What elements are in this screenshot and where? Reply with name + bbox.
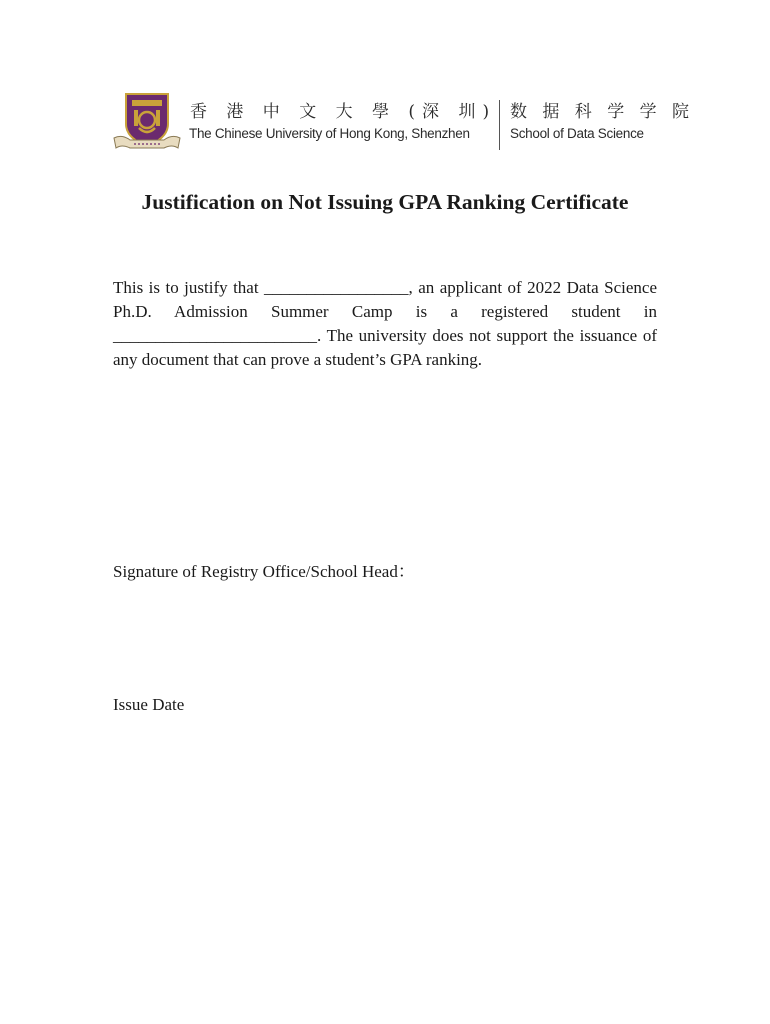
header-divider [499, 100, 500, 150]
school-name-chinese: 数 据 科 学 学 院 [510, 102, 695, 122]
university-name-chinese: 香 港 中 文 大 學 (深 圳) [190, 102, 497, 122]
university-name-english: The Chinese University of Hong Kong, Shenzhen [189, 126, 470, 141]
document-title: Justification on Not Issuing GPA Ranking Certificate [141, 190, 629, 214]
signature-label: Signature of Registry Office/School Head： [113, 562, 415, 581]
letterhead [112, 92, 695, 154]
justification-paragraph: This is to justify that _________________, an applicant of 2022 Data Science Ph.D. Admission Summer Camp is a registered student in ________________________. The university does not support the issuance of any document that can prove a student’s GPA ranking. [113, 278, 657, 369]
university-crest-icon [112, 92, 182, 152]
school-name-english: School of Data Science [510, 126, 644, 141]
issue-date-label: Issue Date [113, 695, 185, 714]
